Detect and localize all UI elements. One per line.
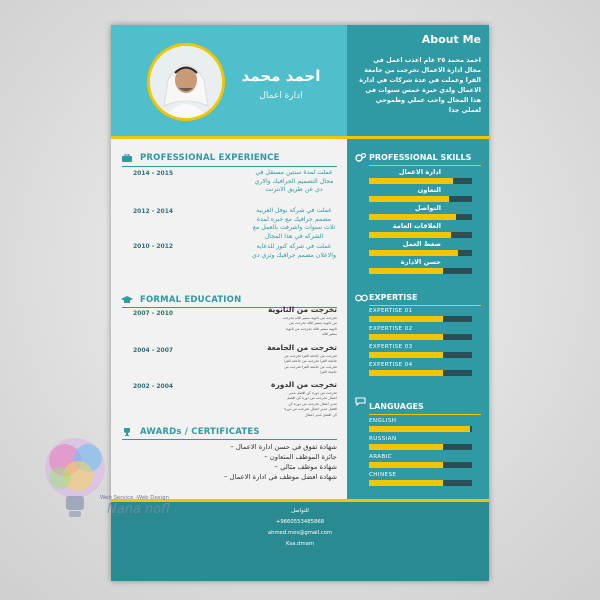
expertise-bar [369, 370, 472, 376]
education-title: FORMAL EDUCATION [140, 295, 242, 305]
experience-years: 2010 - 2012 [133, 243, 174, 250]
education-text: تخرجت من دورة كن افضل مدير اعمال تخرجت من دورة كن افضل مدير اعمال تخرجت من دورة كن افضل مدير اعمال تخرجت من دورة كن افضل مدير اعمال [284, 391, 337, 417]
skill-label: العلاقات العامة [392, 222, 441, 230]
expertise-bar-fill [369, 370, 443, 376]
skill-label: ادارة الاعمال [398, 168, 441, 176]
skill-bar [369, 268, 472, 274]
language-label: ARABIC [369, 454, 393, 460]
skill-bar [369, 214, 472, 220]
gears-icon [355, 153, 366, 162]
expertise-label: EXPERTISE 03 [369, 344, 413, 350]
language-label: RUSSIAN [369, 436, 397, 442]
skills-title: PROFESSIONAL SKILLS [369, 153, 472, 162]
award-item: شهادة تفوق في حسن ادارة الاعمال – [230, 443, 337, 451]
experience-text: عملت لمدة سنتين مستقل في مجال التصميم الجرافيك والاري دي عن طريق الانترنت [254, 169, 334, 193]
education-heading: تخرجت من الدورة [271, 380, 337, 389]
skill-bar-fill [369, 178, 453, 184]
skill-bar-fill [369, 268, 443, 274]
experience-text: عملت في شركة كنوز للدعاية والاعلان مصمم جرافيك وثري دي [252, 243, 336, 259]
skill-label: التعاون [417, 186, 441, 194]
education-years: 2004 - 2007 [133, 347, 174, 354]
watermark-tagline: Web Service -Web Design [100, 495, 169, 501]
experience-rule [122, 166, 337, 167]
award-item: شهادة افضل موظف في ادارة الاعمال – [224, 473, 337, 481]
languages-title: LANGUAGES [369, 402, 424, 411]
skill-bar-fill [369, 196, 449, 202]
language-bar-fill [369, 444, 443, 450]
skill-bar [369, 178, 472, 184]
language-bar [369, 444, 472, 450]
expertise-title: EXPERTISE [369, 293, 418, 302]
skill-label: حسن الادارة [400, 258, 441, 266]
contact-title: للتواصل [291, 508, 309, 514]
languages-rule [369, 414, 481, 415]
trophy-icon [122, 428, 132, 436]
speech-bubble-icon [355, 397, 366, 406]
expertise-bar-fill [369, 316, 443, 322]
candidate-name: احمد محمد [241, 67, 321, 85]
language-label: CHINESE [369, 472, 397, 478]
briefcase-icon [122, 154, 132, 162]
language-bar [369, 462, 472, 468]
expertise-bar-fill [369, 334, 443, 340]
skill-bar-fill [369, 250, 458, 256]
skill-bar-fill [369, 214, 456, 220]
award-item: شهادة موظف مثالي – [274, 463, 337, 471]
contact-location: Ksa.dmam [285, 541, 315, 547]
expertise-bar-fill [369, 352, 443, 358]
contact-email: ahmed.mes@gmail.com [267, 530, 333, 536]
contact-phone: +9660553485868 [275, 519, 325, 525]
awards-title: AWARDs / CERTIFICATES [140, 427, 260, 437]
education-text: تخرجت من ثانوية سمير قالد تخرجت من ثانوية سمير قالد تخرجت من ثانوية سمير قالد تخرجت من ثانوية سمير قالد [282, 316, 337, 337]
skill-bar-fill [369, 232, 451, 238]
profile-photo [147, 43, 225, 121]
language-bar-fill [369, 480, 443, 486]
skill-bar [369, 250, 472, 256]
watermark-brand: Nana nofl [107, 502, 170, 517]
language-bar [369, 480, 472, 486]
expertise-label: EXPERTISE 04 [369, 362, 413, 368]
expertise-bar [369, 352, 472, 358]
education-text: تخرجت من جامعة القرا تخرجت من جامعة القرا تخرجت من جامعة القرا تخرجت من جامعة القرا تخرجت من جامعة القرا [283, 354, 337, 375]
experience-text: عملت في شركة نوفل العربية مصمم جرافيك مع خبره لمدة ثلاث سنوات واشرفت بالعمل مع الشركه في هذا المجال [252, 207, 336, 240]
skill-label: ضغط العمل [402, 240, 441, 248]
experience-years: 2014 - 2015 [133, 170, 174, 177]
skill-bar [369, 196, 472, 202]
about-text: احمد محمد ٢٥ عام اعذب اعمل في مجال ادارة الاعمال تخرجت من جامعة القرا وعملت في عدة شركات في ادارة الاعمال ولدي خبرة خمس سنوات في هذا المجال واحب عملي وطموحي لعملي جدا [359, 56, 481, 114]
education-years: 2007 - 2010 [133, 310, 174, 317]
experience-years: 2012 - 2014 [133, 208, 174, 215]
education-heading: تخرجت من الجامعة [267, 343, 337, 352]
skill-bar [369, 232, 472, 238]
language-bar-fill [369, 426, 470, 432]
education-heading: تخرجت من الثانوية [268, 305, 337, 314]
experience-title: PROFESSIONAL EXPERIENCE [140, 153, 280, 163]
skill-label: التواصل [414, 204, 441, 212]
award-item: جائزة الموظف المتعاون – [264, 453, 337, 461]
expertise-label: EXPERTISE 02 [369, 326, 413, 332]
expertise-bar [369, 334, 472, 340]
person-avatar-icon [150, 46, 222, 118]
language-label: ENGLISH [369, 418, 397, 424]
language-bar [369, 426, 472, 432]
education-years: 2002 - 2004 [133, 383, 174, 390]
skills-rule [369, 165, 481, 166]
about-title: About Me [421, 33, 481, 46]
awards-rule [122, 439, 337, 440]
candidate-role: ادارة اعمال [259, 91, 303, 101]
glasses-icon [355, 293, 368, 302]
expertise-rule [369, 305, 481, 306]
language-bar-fill [369, 462, 443, 468]
graduation-cap-icon [121, 296, 133, 304]
expertise-label: EXPERTISE 01 [369, 308, 413, 314]
expertise-bar [369, 316, 472, 322]
